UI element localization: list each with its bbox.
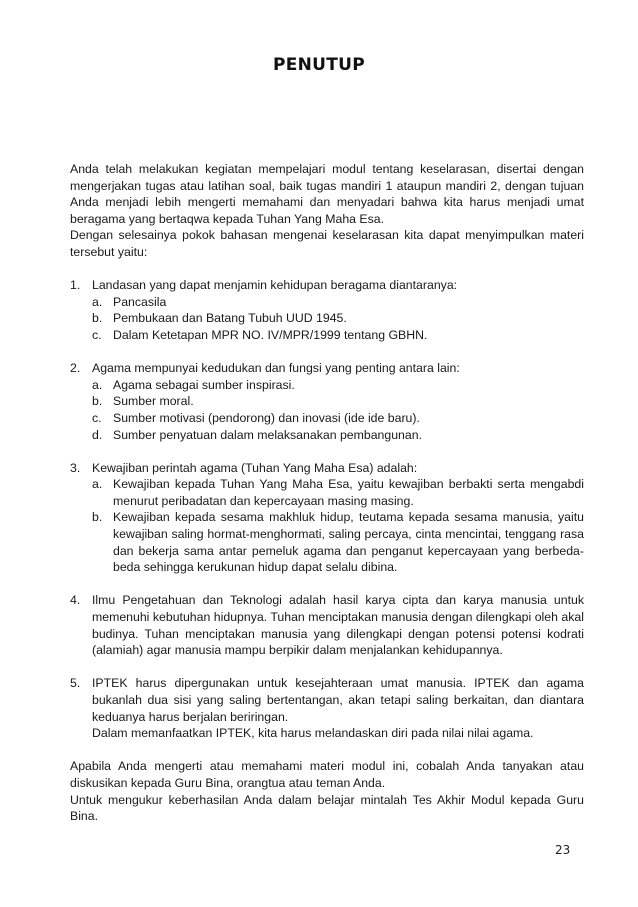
sub-item: [92, 509, 584, 575]
page-title: PENUTUP: [272, 55, 366, 75]
list-text: Agama mempunyai kedudukan dan fungsi yang penting antara lain:: [92, 361, 460, 376]
closing-paragraph: Untuk mengukur keberhasilan Anda dalam belajar mintalah Tes Akhir Modul kepada Guru Bina.: [70, 792, 584, 824]
sub-text: Pancasila: [113, 294, 167, 309]
sub-text: Sumber motivasi (pendorong) dan inovasi (ide ide baru).: [113, 410, 420, 425]
intro-paragraph: Anda telah melakukan kegiatan mempelajari modul tentang keselarasan, disertai dengan mengerjakan tugas atau latihan soal, baik tugas mandiri 1 ataupun mandiri 2, dengan tujuan Anda menjadi lebih mengerti memahami dan menyadari bahwa kita harus menjadi umat beragama yang bertaqwa kepada Tuhan Yang Maha Esa.: [70, 162, 584, 226]
list-number: 4.: [70, 593, 81, 608]
sub-letter: d.: [92, 427, 103, 442]
sub-text: Agama sebagai sumber inspirasi.: [113, 377, 295, 392]
list-text-extra: Dalam memanfaatkan IPTEK, kita harus melandaskan diri pada nilai nilai agama.: [92, 726, 534, 741]
list-item: [70, 675, 584, 741]
sub-text: Sumber penyatuan dalam melaksanakan pembangunan.: [113, 427, 422, 442]
sub-letter: a.: [92, 294, 103, 309]
sub-letter: c.: [92, 327, 102, 342]
sub-text: Dalam Ketetapan MPR NO. IV/MPR/1999 tentang GBHN.: [113, 327, 428, 342]
list-number: 2.: [70, 361, 81, 376]
sub-letter: b.: [92, 394, 103, 409]
sub-text: Pembukaan dan Batang Tubuh UUD 1945.: [113, 311, 347, 326]
list-text: IPTEK harus dipergunakan untuk kesejahteraan umat manusia. IPTEK dan agama bukanlah dua sisi yang saling bertentangan, akan tetapi saling berkaitan, dan diantara keduanya harus berjalan beriringan.: [92, 676, 584, 724]
sub-letter: a.: [92, 377, 103, 392]
closing-paragraph: Apabila Anda mengerti atau memahami materi modul ini, cobalah Anda tanyakan atau diskusikan kepada Guru Bina, orangtua atau teman Anda.: [70, 759, 584, 790]
list-item: [70, 360, 584, 377]
sub-item: [92, 393, 584, 410]
sub-letter: b.: [92, 510, 103, 525]
page-number: 23: [555, 843, 571, 857]
sub-item: [92, 310, 584, 327]
sub-text: Sumber moral.: [113, 394, 194, 409]
list-text: Kewajiban perintah agama (Tuhan Yang Maha Esa) adalah:: [92, 460, 418, 475]
list-number: 3.: [70, 460, 81, 475]
sub-item: [92, 294, 584, 311]
sub-text: Kewajiban kepada sesama makhluk hidup, teutama kepada sesama manusia, yaitu kewajiban saling hormat-menghormati, saling percaya, cinta mencintai, tenggang rasa dan bekerja sama antar pemeluk agama dan penganut kepercayaan yang berbeda-beda sehingga kerukunan hidup dapat selalu dibina.: [113, 510, 584, 575]
sub-letter: b.: [92, 311, 103, 326]
list-text: Landasan yang dapat menjamin kehidupan beragama diantaranya:: [92, 278, 458, 293]
sub-item: [92, 476, 584, 509]
sub-letter: c.: [92, 410, 102, 425]
list-number: 1.: [70, 278, 81, 293]
list-text: Ilmu Pengetahuan dan Teknologi adalah hasil karya cipta dan karya manusia untuk memenuhi kebutuhan hidupnya. Tuhan menciptakan manusia dengan dilengkapi oleh akal budinya. Tuhan menciptakan manusia yang dilengkapi dengan potensi potensi kodrati (alamiah) agar manusia mampu berpikir dalam menjalankan kehidupannya.: [92, 593, 584, 658]
sub-item: [92, 377, 584, 394]
document-body: [70, 161, 584, 825]
sub-text: Kewajiban kepada Tuhan Yang Maha Esa, yaitu kewajiban berbakti serta mengabdi menurut peribadatan dan kepercayaan masing masing.: [113, 477, 584, 508]
sub-item: [92, 327, 584, 344]
list-item: [70, 460, 584, 477]
list-number: 5.: [70, 676, 81, 691]
sub-letter: a.: [92, 477, 103, 492]
sub-item: [92, 427, 584, 444]
sub-item: [92, 410, 584, 427]
list-item: [70, 277, 584, 294]
list-item: [70, 592, 584, 658]
intro-paragraph: Dengan selesainya pokok bahasan mengenai keselarasan kita dapat menyimpulkan materi tersebut yaitu:: [70, 228, 584, 259]
